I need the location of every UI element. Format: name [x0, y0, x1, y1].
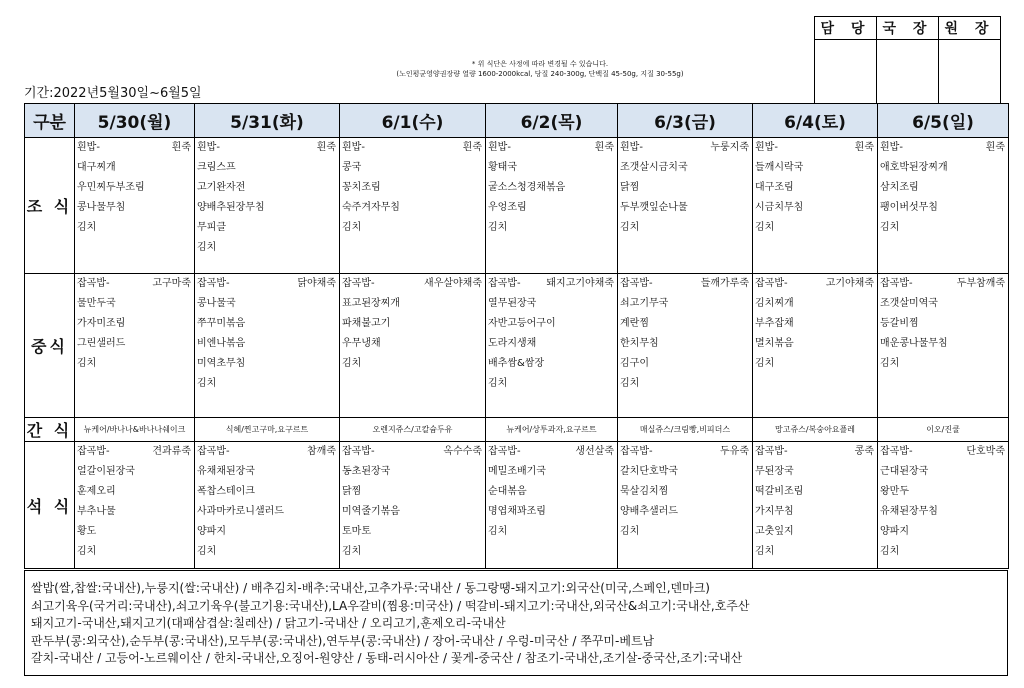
rice-item: 잡곡밥- [880, 446, 913, 457]
porridge-item: 두유죽 [720, 446, 749, 457]
dish-item: 갈치단호박국 [620, 466, 678, 477]
dish-item: 근대된장국 [880, 466, 929, 477]
approval-director: 국 장 [877, 17, 939, 40]
nutrition-note: (노인평균영양권장량 열량 1600-2000kcal, 당질 240-300g, 단백질 45-50g, 지질 30-55g) [396, 70, 684, 78]
porridge-item: 흰죽 [462, 142, 482, 153]
dish-item: 등갈비찜 [880, 318, 919, 329]
meal-cell [195, 138, 340, 274]
dish-item: 김치 [755, 358, 775, 369]
dish-item: 김치 [77, 222, 97, 233]
origin-notes [24, 570, 1008, 676]
snack-cell: 매실쥬스/크림빵,비피더스 [618, 418, 753, 442]
header-day: 6/2(목) [486, 104, 618, 138]
header-day: 6/4(토) [753, 104, 878, 138]
porridge-item: 콩죽 [854, 446, 874, 457]
dish-item: 양배추된장무침 [197, 202, 265, 213]
header-category: 구분 [25, 104, 75, 138]
snack-cell: 오렌지쥬스/고칼슘두유 [340, 418, 486, 442]
meal-cell [878, 274, 1009, 418]
dish-item: 비엔나볶음 [197, 338, 246, 349]
dish-item: 김치 [197, 546, 217, 557]
dish-item: 부추잡채 [755, 318, 794, 329]
dish-item: 김치 [77, 546, 97, 557]
dish-item: 파채불고기 [342, 318, 391, 329]
meal-label: 간 식 [25, 418, 75, 442]
approval-sign-director [877, 40, 939, 105]
porridge-item: 흰죽 [854, 142, 874, 153]
meal-cell [753, 274, 878, 418]
meal-cell [878, 138, 1009, 274]
rice-item: 잡곡밥- [77, 278, 110, 289]
dish-item: 삼치조림 [880, 182, 919, 193]
dish-item: 사과마카로니샐러드 [197, 506, 284, 517]
dish-item: 부추나물 [77, 506, 116, 517]
rice-porridge-line [753, 274, 877, 294]
approval-box [814, 16, 1001, 105]
dish-item: 대구조림 [755, 182, 794, 193]
rice-item: 흰밥- [620, 142, 643, 153]
dish-item: 꽁치조림 [342, 182, 381, 193]
meal-cell [618, 442, 753, 569]
dish-item: 가지무침 [755, 506, 794, 517]
porridge-item: 새우살야채죽 [424, 278, 482, 289]
meal-cell [340, 138, 486, 274]
rice-item: 잡곡밥- [488, 446, 521, 457]
approval-sign-staff [815, 40, 877, 105]
rice-porridge-line [75, 274, 194, 294]
dish-item: 김치 [488, 222, 508, 233]
porridge-item: 닭야채죽 [297, 278, 336, 289]
dish-item: 동초된장국 [342, 466, 391, 477]
porridge-item: 돼지고기야채죽 [546, 278, 614, 289]
dish-item: 명엽채꽈조림 [488, 506, 546, 517]
dish-item: 시금치무침 [755, 202, 804, 213]
dish-item: 김치 [880, 358, 900, 369]
snack-cell: 뉴케어/바나나&바나나쉐이크 [75, 418, 195, 442]
dish-item: 김치 [620, 378, 640, 389]
porridge-item: 견과류죽 [152, 446, 191, 457]
header-day: 5/30(월) [75, 104, 195, 138]
porridge-item: 옥수수죽 [443, 446, 482, 457]
dish-item: 김구이 [620, 358, 649, 369]
origin-line: 판두부(콩:외국산),순두부(콩:국내산),모두부(콩:국내산),연두부(콩:국내산) / 장어-국내산 / 우렁-미국산 / 쭈꾸미-베트남 [31, 633, 655, 648]
dish-item: 한치무침 [620, 338, 659, 349]
rice-item: 잡곡밥- [755, 446, 788, 457]
dish-item: 매운콩나물무침 [880, 338, 948, 349]
dish-item: 김치 [755, 222, 775, 233]
meal-cell [75, 138, 195, 274]
rice-porridge-line [195, 442, 339, 462]
rice-item: 잡곡밥- [620, 446, 653, 457]
origin-line: 쇠고기육우(국거리:국내산),쇠고기육우(불고기용:국내산),LA우갈비(찜용:미국산) / 떡갈비-돼지고기:국내산,외국산&쇠고기:국내산,호주산 [31, 598, 750, 613]
rice-porridge-line [618, 274, 752, 294]
dish-item: 도라지생채 [488, 338, 537, 349]
dish-item: 대구찌개 [77, 162, 116, 173]
dish-item: 조갯살시금치국 [620, 162, 688, 173]
dish-item: 닭찜 [620, 182, 640, 193]
dish-item: 고기완자전 [197, 182, 246, 193]
dish-item: 양파지 [880, 526, 909, 537]
approval-head: 원 장 [939, 17, 1001, 40]
rice-porridge-line [878, 274, 1008, 294]
dish-item: 콩나물무침 [77, 202, 126, 213]
dish-item: 김치 [342, 222, 362, 233]
porridge-item: 참깨죽 [307, 446, 336, 457]
meal-cell [195, 442, 340, 569]
header-day: 6/1(수) [340, 104, 486, 138]
dish-item: 김치 [77, 358, 97, 369]
dish-item: 멸치볶음 [755, 338, 794, 349]
dish-item: 열무된장국 [488, 298, 537, 309]
rice-item: 잡곡밥- [880, 278, 913, 289]
meal-cell [75, 274, 195, 418]
meal-cell [618, 274, 753, 418]
rice-porridge-line [878, 138, 1008, 158]
porridge-item: 흰죽 [316, 142, 336, 153]
rice-porridge-line [340, 274, 485, 294]
dish-item: 무피클 [197, 222, 226, 233]
rice-item: 흰밥- [488, 142, 511, 153]
dish-item: 고춧잎지 [755, 526, 794, 537]
meal-cell [340, 274, 486, 418]
rice-item: 잡곡밥- [197, 446, 230, 457]
dish-item: 굴소스청경채볶음 [488, 182, 566, 193]
snack-cell: 이오/진쿨 [878, 418, 1009, 442]
origin-line: 쌀밥(쌀,찹쌀:국내산),누룽지(쌀:국내산) / 배추김치-배추:국내산,고추가루:국내산 / 동그랑땡-돼지고기:외국산(미국,스페인,덴마크) [31, 581, 710, 595]
dish-item: 김치 [620, 526, 640, 537]
dish-item: 메밀조배기국 [488, 466, 546, 477]
rice-porridge-line [486, 138, 617, 158]
rice-porridge-line [753, 138, 877, 158]
rice-item: 흰밥- [342, 142, 365, 153]
rice-item: 잡곡밥- [620, 278, 653, 289]
dish-item: 김치 [197, 378, 217, 389]
dish-item: 폭찹스테이크 [197, 486, 255, 497]
meal-cell [753, 138, 878, 274]
dish-item: 크림스프 [197, 162, 236, 173]
dish-item: 들깨시락국 [755, 162, 804, 173]
origin-line: 돼지고기-국내산,돼지고기(대패삼겹살:칠레산) / 닭고기-국내산 / 오리고기,훈제오리-국내산 [31, 616, 506, 630]
rice-porridge-line [75, 442, 194, 462]
dish-item: 콩국 [342, 162, 362, 173]
porridge-item: 흰죽 [171, 142, 191, 153]
rice-porridge-line [878, 442, 1008, 462]
meal-cell [195, 274, 340, 418]
porridge-item: 들깨가루죽 [700, 278, 749, 289]
dish-item: 배추쌈&쌈장 [488, 358, 545, 369]
dish-item: 쭈꾸미볶음 [197, 318, 246, 329]
snack-cell: 망고쥬스/복숭아요플레 [753, 418, 878, 442]
dish-item: 애호박된장찌개 [880, 162, 948, 173]
rice-item: 흰밥- [755, 142, 778, 153]
meal-label: 석 식 [25, 442, 75, 569]
porridge-item: 흰죽 [594, 142, 614, 153]
meal-cell [753, 442, 878, 569]
rice-porridge-line [340, 138, 485, 158]
dish-item: 김치 [342, 358, 362, 369]
rice-porridge-line [486, 274, 617, 294]
dish-item: 김치 [197, 242, 217, 253]
rice-item: 잡곡밥- [77, 446, 110, 457]
header-day: 6/5(일) [878, 104, 1009, 138]
dish-item: 황도 [77, 526, 97, 537]
dish-item: 양파지 [197, 526, 226, 537]
dish-item: 콩나물국 [197, 298, 236, 309]
rice-item: 잡곡밥- [197, 278, 230, 289]
porridge-item: 고구마죽 [152, 278, 191, 289]
snack-cell: 식혜/찐고구마,요구르트 [195, 418, 340, 442]
dish-item: 우민찌두부조림 [77, 182, 145, 193]
dish-item: 쇠고기무국 [620, 298, 669, 309]
dish-item: 양배추샐러드 [620, 506, 678, 517]
snack-cell: 뉴케어/상투과자,요구르트 [486, 418, 618, 442]
dish-item: 팽이버섯무침 [880, 202, 938, 213]
dish-item: 닭찜 [342, 486, 362, 497]
meal-row [25, 274, 1009, 418]
meal-cell [486, 274, 618, 418]
approval-sign-head [939, 40, 1001, 105]
notice-line: * 위 식단은 사정에 따라 변경될 수 있습니다. [471, 60, 609, 68]
dish-item: 황태국 [488, 162, 517, 173]
meal-cell [486, 442, 618, 569]
dish-item: 훈제오리 [77, 486, 116, 497]
meal-cell [340, 442, 486, 569]
origin-line: 갈치-국내산 / 고등어-노르웨이산 / 한치-국내산,오징어-원양산 / 동태-러시아산 / 꽃게-중국산 / 참조기-국내산,조기살-중국산,조기:국내산 [31, 651, 743, 665]
porridge-item: 단호박죽 [966, 446, 1005, 457]
porridge-item: 흰죽 [985, 142, 1005, 153]
dish-item: 가자미조림 [77, 318, 126, 329]
meal-label: 중식 [25, 274, 75, 418]
snack-row [25, 418, 1009, 442]
dish-item: 미역줄기볶음 [342, 506, 400, 517]
meal-cell [75, 442, 195, 569]
rice-porridge-line [618, 442, 752, 462]
dish-item: 김치 [755, 546, 775, 557]
dish-item: 순대볶음 [488, 486, 527, 497]
dish-item: 조갯살미역국 [880, 298, 938, 309]
dish-item: 숙주겨자무침 [342, 202, 400, 213]
rice-porridge-line [340, 442, 485, 462]
meal-row [25, 442, 1009, 569]
rice-item: 흰밥- [880, 142, 903, 153]
menu-table [24, 103, 1009, 569]
rice-item: 잡곡밥- [755, 278, 788, 289]
dish-item: 그린샐러드 [77, 338, 126, 349]
dish-item: 자반고등어구이 [488, 318, 556, 329]
rice-porridge-line [753, 442, 877, 462]
dish-item: 왕만두 [880, 486, 909, 497]
dish-item: 무된장국 [755, 466, 794, 477]
dish-item: 미역초무침 [197, 358, 246, 369]
porridge-item: 누룽지죽 [710, 142, 749, 153]
dish-item: 우무냉채 [342, 338, 381, 349]
dish-item: 얼갈이된장국 [77, 466, 135, 477]
dish-item: 김치 [880, 546, 900, 557]
porridge-item: 생선살죽 [575, 446, 614, 457]
dish-item: 김치 [488, 378, 508, 389]
header-day: 6/3(금) [618, 104, 753, 138]
rice-item: 잡곡밥- [488, 278, 521, 289]
rice-porridge-line [75, 138, 194, 158]
rice-item: 흰밥- [197, 142, 220, 153]
period-label: 기간:2022년5월30일~6월5일 [24, 86, 202, 101]
dish-item: 유채채된장국 [197, 466, 255, 477]
rice-porridge-line [486, 442, 617, 462]
rice-item: 잡곡밥- [342, 278, 375, 289]
dish-item: 물만두국 [77, 298, 116, 309]
header-day: 5/31(화) [195, 104, 340, 138]
meal-label: 조 식 [25, 138, 75, 274]
approval-staff: 담 당 [815, 17, 877, 40]
porridge-item: 고기야채죽 [825, 278, 874, 289]
dish-item: 두부깻잎순나물 [620, 202, 688, 213]
rice-porridge-line [195, 274, 339, 294]
dish-item: 김치 [880, 222, 900, 233]
meal-cell [618, 138, 753, 274]
dish-item: 묵살김치찜 [620, 486, 669, 497]
dish-item: 김치 [620, 222, 640, 233]
meal-row [25, 138, 1009, 274]
dish-item: 유채된장무침 [880, 506, 938, 517]
dish-item: 표고된장찌개 [342, 298, 400, 309]
dish-item: 우엉조림 [488, 202, 527, 213]
dish-item: 김치 [342, 546, 362, 557]
meal-cell [486, 138, 618, 274]
dish-item: 토마토 [342, 526, 371, 537]
header-row [25, 104, 1009, 138]
dish-item: 김치찌개 [755, 298, 794, 309]
rice-item: 잡곡밥- [342, 446, 375, 457]
rice-porridge-line [618, 138, 752, 158]
dish-item: 떡갈비조림 [755, 486, 804, 497]
dish-item: 계란찜 [620, 318, 649, 329]
dish-item: 김치 [488, 526, 508, 537]
porridge-item: 두부참깨죽 [956, 278, 1005, 289]
rice-item: 흰밥- [77, 142, 100, 153]
rice-porridge-line [195, 138, 339, 158]
meal-cell [878, 442, 1009, 569]
